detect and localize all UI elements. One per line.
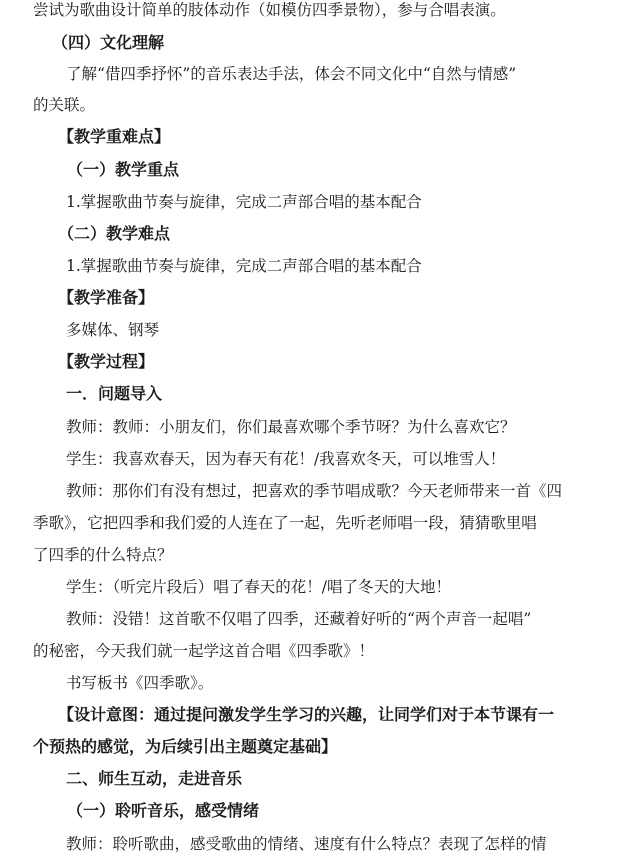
paragraph-line: 尝试为歌曲设计简单的肢体动作（如模仿四季景物），参与合唱表演。 xyxy=(33,1,506,19)
section-heading: （四）文化理解 xyxy=(52,33,165,52)
paragraph-line: 季歌》，它把四季和我们爱的人连在了一起，先听老师唱一段，猜猜歌里唱 xyxy=(33,514,537,532)
paragraph-line: 的关联。 xyxy=(33,96,96,114)
paragraph-line: 学生：我喜欢春天，因为春天有花！/我喜欢冬天，可以堆雪人！ xyxy=(66,450,506,468)
paragraph-line: 多媒体、钢琴 xyxy=(66,321,160,339)
paragraph-line: 了四季的什么特点？ xyxy=(33,546,173,564)
paragraph-line: 书写板书《四季歌》。 xyxy=(66,674,214,692)
section-heading: 【教学过程】 xyxy=(58,352,155,371)
section-heading: 【教学准备】 xyxy=(58,288,155,307)
paragraph-line: 的秘密，今天我们就一起学这首合唱《四季歌》！ xyxy=(33,642,375,660)
section-heading: 二、师生互动，走进音乐 xyxy=(66,769,243,788)
section-heading: 【教学重难点】 xyxy=(58,127,171,146)
paragraph-line: 学生：（听完片段后）唱了春天的花！/唱了冬天的大地！ xyxy=(66,578,451,596)
paragraph-line: 教师：聆听歌曲，感受歌曲的情绪、速度有什么特点？表现了怎样的情 xyxy=(66,835,547,853)
section-heading: 【设计意图：通过提问激发学生学习的兴趣，让同学们对于本节课有一 xyxy=(58,705,555,724)
section-heading: 一．问题导入 xyxy=(66,384,163,403)
paragraph-line: 1.掌握歌曲节奏与旋律，完成二声部合唱的基本配合 xyxy=(66,193,422,211)
section-heading: （一）聆听音乐，感受情绪 xyxy=(67,801,260,820)
paragraph-line: 1.掌握歌曲节奏与旋律，完成二声部合唱的基本配合 xyxy=(66,257,422,275)
section-heading: （一）教学重点 xyxy=(67,160,180,179)
section-heading: （二）教学难点 xyxy=(58,224,171,243)
paragraph-line: 了解“借四季抒怀”的音乐表达手法，体会不同文化中“自然与情感” xyxy=(66,65,517,83)
section-heading: 个预热的感觉，为后续引出主题奠定基础】 xyxy=(33,737,338,756)
paragraph-line: 教师：那你们有没有想过，把喜欢的季节唱成歌？今天老师带来一首《四 xyxy=(66,482,563,500)
paragraph-line: 教师：教师：小朋友们，你们最喜欢哪个季节呀？为什么喜欢它？ xyxy=(66,418,516,436)
paragraph-line: 教师：没错！这首歌不仅唱了四季，还藏着好听的“两个声音一起唱” xyxy=(66,610,532,628)
